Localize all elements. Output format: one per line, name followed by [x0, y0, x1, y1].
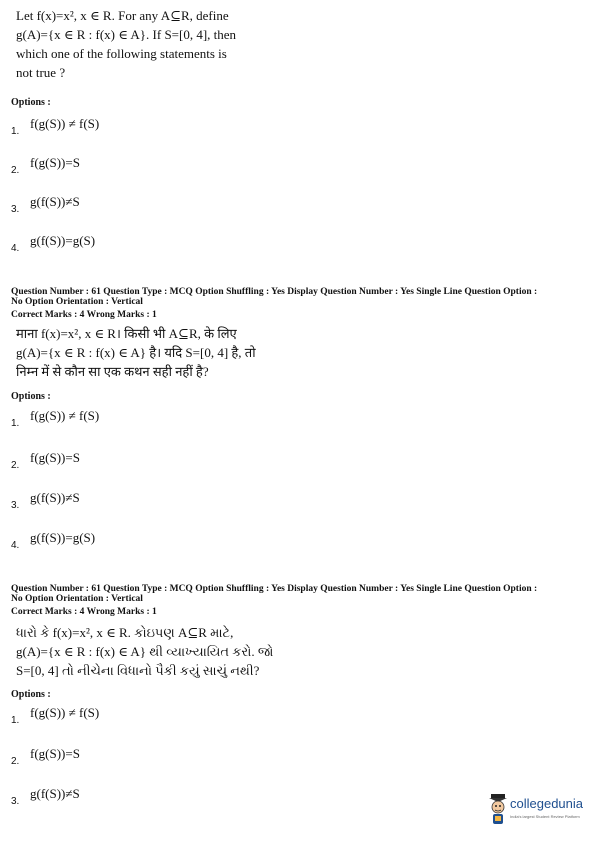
- logo-tagline: India's largest Student Review Platform: [510, 814, 580, 819]
- student-mascot-icon: [488, 792, 510, 828]
- option-number: 2.: [11, 165, 20, 176]
- option-text: f(g(S))=S: [30, 746, 80, 761]
- question-line: g(A)={x ∈ R : f(x) ∈ A}. If S=[0, 4], then: [16, 27, 237, 42]
- option-number: 3.: [11, 500, 20, 511]
- option-number: 1.: [11, 418, 20, 429]
- meta-line: No Option Orientation : Vertical: [11, 594, 143, 604]
- option-number: 1.: [11, 715, 20, 726]
- option-text: f(g(S))=S: [30, 155, 80, 170]
- option-text: g(f(S))=g(S): [30, 530, 96, 545]
- question-line: ધારો કે f(x)=x², x ∈ R. કોઇપણ A⊆R માટે,: [16, 625, 234, 640]
- question-3-meta: [11, 584, 586, 617]
- question-3-text: [16, 623, 291, 680]
- option-text: g(f(S))=g(S): [30, 233, 96, 248]
- option-number: 4.: [11, 540, 20, 551]
- option-text: g(f(S))≠S: [30, 490, 80, 505]
- option-number: 2.: [11, 756, 20, 767]
- question-line: निम्न में से कौन सा एक कथन सही नहीं है?: [16, 364, 209, 379]
- marks-line: Correct Marks : 4 Wrong Marks : 1: [11, 607, 157, 617]
- option-number: 3.: [11, 796, 20, 807]
- option-number: 2.: [11, 460, 20, 471]
- options-label: Options :: [11, 97, 51, 108]
- logo-text: collegedunia: [510, 796, 584, 811]
- options-label: Options :: [11, 391, 51, 402]
- question-line: S=[0, 4] તો નીચેના વિધાનો પૈકી કયું સાચું નથી?: [16, 663, 260, 678]
- question-2-text: [16, 324, 286, 381]
- option-text: f(g(S))=S: [30, 450, 80, 465]
- question-line: g(A)={x ∈ R : f(x) ∈ A} है। यदि S=[0, 4] है, तो: [16, 345, 256, 360]
- option-text: f(g(S)) ≠ f(S): [30, 116, 100, 131]
- question-line: not true ?: [16, 65, 66, 80]
- question-2-meta: [11, 287, 586, 320]
- question-line: which one of the following statements is: [16, 46, 227, 61]
- collegedunia-logo: [488, 790, 588, 830]
- question-1-text: [16, 6, 261, 82]
- question-line: माना f(x)=x², x ∈ R। किसी भी A⊆R, के लिए: [16, 326, 237, 341]
- meta-line: Question Number : 61 Question Type : MCQ Option Shuffling : Yes Display Question Number : Yes Single Line Question Option :: [11, 584, 538, 594]
- option-text: g(f(S))≠S: [30, 194, 80, 209]
- question-line: g(A)={x ∈ R : f(x) ∈ A} થી વ્યાખ્યાયિત કરો. જો: [16, 644, 274, 659]
- option-text: f(g(S)) ≠ f(S): [30, 408, 100, 423]
- marks-line: Correct Marks : 4 Wrong Marks : 1: [11, 310, 157, 320]
- question-line: Let f(x)=x², x ∈ R. For any A⊆R, define: [16, 8, 229, 23]
- meta-line: No Option Orientation : Vertical: [11, 297, 143, 307]
- meta-line: Question Number : 61 Question Type : MCQ Option Shuffling : Yes Display Question Number : Yes Single Line Question Option :: [11, 287, 538, 297]
- option-text: g(f(S))≠S: [30, 786, 80, 801]
- options-label: Options :: [11, 689, 51, 700]
- option-number: 1.: [11, 126, 20, 137]
- option-number: 3.: [11, 204, 20, 215]
- option-text: f(g(S)) ≠ f(S): [30, 705, 100, 720]
- option-number: 4.: [11, 243, 20, 254]
